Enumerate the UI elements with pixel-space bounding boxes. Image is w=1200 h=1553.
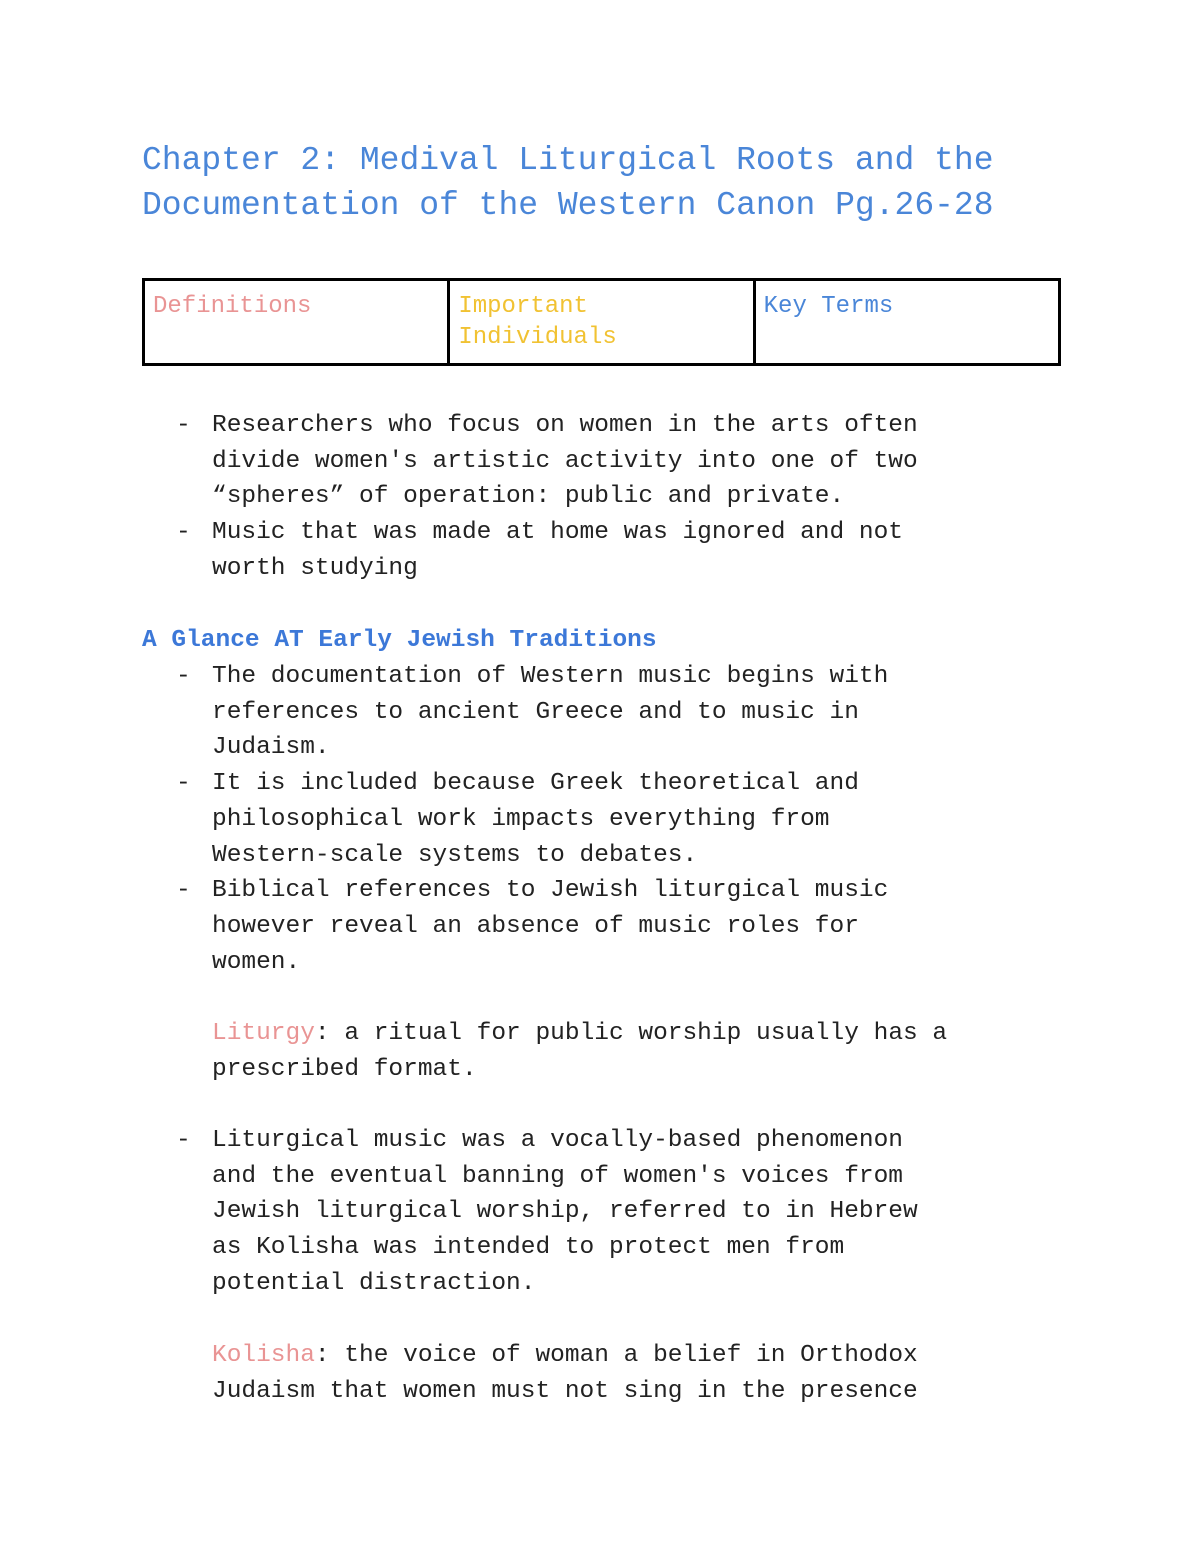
line: : a ritual for public worship usually has a — [314, 1020, 948, 1047]
line: women. — [212, 948, 301, 976]
line: philosophical work impacts everything from — [212, 805, 830, 833]
section-notes-1 — [142, 659, 1082, 980]
line: Judaism that women must not sing in the presence — [212, 1377, 918, 1405]
section-notes-2 — [142, 1123, 1082, 1302]
legend-individuals-line-2: Individuals — [458, 324, 617, 351]
legend-important-individuals — [449, 280, 754, 365]
line: The documentation of Western music begins with — [212, 663, 889, 690]
line: Western-scale systems to debates. — [212, 841, 698, 869]
line: Liturgical music was a vocally-based phenomenon — [212, 1127, 904, 1154]
section-bullet-list-2 — [142, 1123, 1082, 1302]
list-item — [142, 766, 1082, 873]
bullet-dash: - — [176, 412, 191, 439]
section-bullet-list — [142, 659, 1082, 980]
list-item — [142, 1123, 1082, 1302]
line: Music that was made at home was ignored and not — [212, 519, 904, 547]
term-liturgy: Liturgy — [212, 1020, 315, 1047]
list-item — [142, 659, 1082, 766]
legend-individuals-line-1: Important — [458, 293, 588, 320]
line: prescribed format. — [212, 1055, 477, 1083]
list-item — [142, 873, 1082, 980]
color-legend-table — [142, 278, 1061, 366]
title-line-2: Documentation of the Western Canon Pg.26-28 — [142, 187, 994, 224]
term-kolisha: Kolisha — [212, 1342, 315, 1369]
line: : the voice of woman a belief in Orthodox — [314, 1342, 918, 1369]
intro-bullet-list — [142, 408, 1082, 587]
section-heading: A Glance AT Early Jewish Traditions — [142, 627, 657, 654]
line: Researchers who focus on women in the arts often — [212, 412, 918, 439]
line: “spheres” of operation: public and private. — [212, 483, 845, 511]
definition-kolisha — [212, 1338, 1092, 1409]
bullet-dash: - — [176, 770, 191, 798]
list-item — [142, 408, 1082, 515]
legend-key-terms: Key Terms — [754, 280, 1059, 365]
definition-liturgy — [212, 1016, 1092, 1087]
bullet-dash: - — [176, 519, 191, 547]
line: Jewish liturgical worship, referred to in Hebrew — [212, 1198, 918, 1226]
intro-notes — [142, 408, 1082, 587]
bullet-dash: - — [176, 877, 191, 905]
list-item — [142, 515, 1082, 586]
legend-definitions: Definitions — [144, 280, 449, 365]
page-title — [142, 138, 1102, 228]
bullet-dash: - — [176, 1127, 191, 1154]
line: potential distraction. — [212, 1269, 536, 1297]
legend-row — [144, 280, 1060, 365]
line: and the eventual banning of women's voices from — [212, 1162, 904, 1190]
line: however reveal an absence of music roles for — [212, 912, 859, 940]
line: divide women's artistic activity into one of two — [212, 447, 918, 475]
line: Judaism. — [212, 734, 330, 762]
bullet-dash: - — [176, 663, 191, 690]
line: Biblical references to Jewish liturgical music — [212, 877, 889, 905]
line: references to ancient Greece and to music in — [212, 698, 859, 726]
title-line-1: Chapter 2: Medival Liturgical Roots and the — [142, 142, 994, 179]
line: It is included because Greek theoretical and — [212, 770, 859, 798]
line: as Kolisha was intended to protect men from — [212, 1234, 845, 1262]
line: worth studying — [212, 554, 418, 582]
